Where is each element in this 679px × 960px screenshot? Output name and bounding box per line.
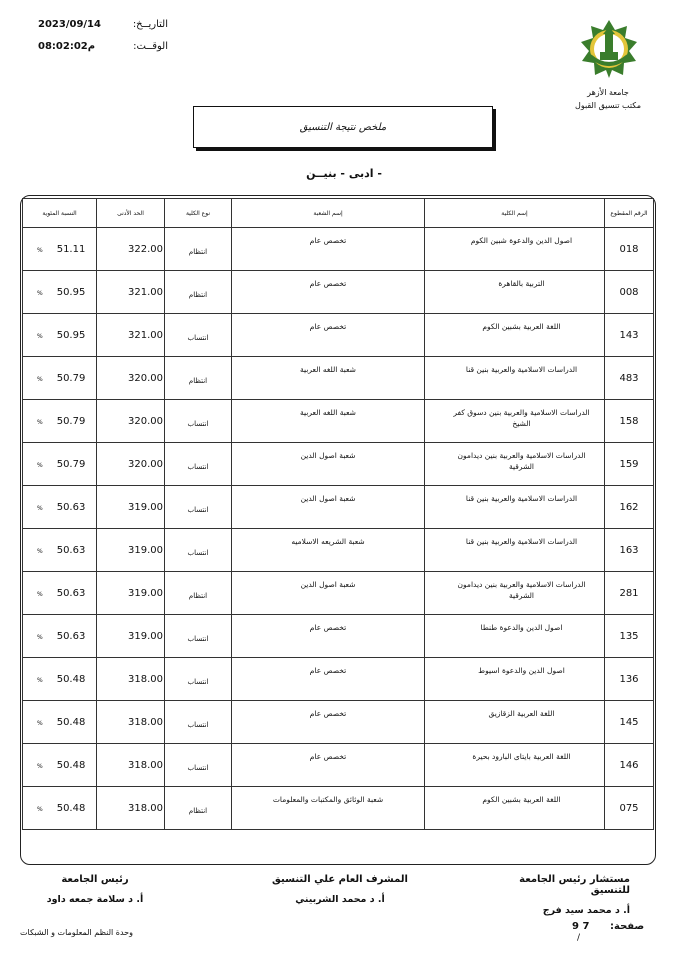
percentage-value: 51.11: [56, 243, 86, 255]
row-branch: شعبة اصول الدين: [232, 486, 425, 529]
row-code: 135: [605, 615, 654, 658]
table-row: [23, 615, 654, 658]
col-college: إسم الكلية: [425, 199, 605, 228]
percentage-value: 50.79: [56, 415, 86, 427]
row-percentage: [23, 271, 97, 314]
percentage-value: 50.79: [56, 372, 86, 384]
col-min-score: الحد الأدنى: [97, 199, 165, 228]
page-slash: /: [577, 933, 581, 943]
row-min-score: 321.00: [97, 271, 165, 314]
row-college: اللغة العربية الزقازيق: [425, 701, 605, 744]
supervisor-name: أ. د محمد الشربيني: [295, 894, 385, 905]
percent-sign: %: [37, 461, 43, 469]
row-code: 018: [605, 228, 654, 271]
table-header-row: [23, 199, 654, 228]
table-row: [23, 357, 654, 400]
row-branch: تخصص عام: [232, 744, 425, 787]
row-min-score: 320.00: [97, 443, 165, 486]
row-kind: انتساب: [165, 400, 232, 443]
row-branch: تخصص عام: [232, 658, 425, 701]
time-label: الوقــت:: [133, 41, 168, 52]
row-kind: انتظام: [165, 572, 232, 615]
row-college: الدراسات الاسلامية والعربية بنين دسوق كفر الشيخ: [425, 400, 605, 443]
row-min-score: 318.00: [97, 701, 165, 744]
col-branch: إسم الشعبة: [232, 199, 425, 228]
row-branch: شعبة اصول الدين: [232, 443, 425, 486]
row-code: 008: [605, 271, 654, 314]
table-row: [23, 443, 654, 486]
page-current: 7: [582, 921, 590, 932]
row-percentage: [23, 443, 97, 486]
row-kind: انتساب: [165, 615, 232, 658]
row-college: اللغة العربية بشبين الكوم: [425, 787, 605, 830]
president-title: رئيس الجامعة: [61, 874, 129, 885]
row-percentage: [23, 572, 97, 615]
row-percentage: [23, 701, 97, 744]
row-branch: تخصص عام: [232, 314, 425, 357]
row-min-score: 318.00: [97, 744, 165, 787]
table-row: [23, 744, 654, 787]
percentage-value: 50.48: [56, 802, 86, 814]
row-percentage: [23, 357, 97, 400]
table-row: [23, 314, 654, 357]
row-min-score: 319.00: [97, 615, 165, 658]
row-percentage: [23, 400, 97, 443]
row-code: 143: [605, 314, 654, 357]
col-percentage: النسبة المئوية: [23, 199, 97, 228]
university-name: جامعة الأزهر: [587, 88, 629, 97]
row-college: الدراسات الاسلامية والعربية بنين قنا: [425, 529, 605, 572]
university-office: [560, 86, 656, 112]
row-min-score: 318.00: [97, 787, 165, 830]
percent-sign: %: [37, 418, 43, 426]
row-kind: انتظام: [165, 271, 232, 314]
percent-sign: %: [37, 590, 43, 598]
table-row: [23, 701, 654, 744]
row-college: اصول الدين والدعوة طنطا: [425, 615, 605, 658]
row-kind: انتساب: [165, 443, 232, 486]
page-label: صفحة:: [610, 921, 645, 932]
percent-sign: %: [37, 504, 43, 512]
percent-sign: %: [37, 676, 43, 684]
row-kind: انتظام: [165, 787, 232, 830]
report-subtitle: - ادبى - بنيــن: [306, 167, 382, 180]
table-row: [23, 400, 654, 443]
footer-unit: وحدة النظم المعلومات و الشبكات: [20, 928, 133, 937]
row-min-score: 320.00: [97, 400, 165, 443]
row-percentage: [23, 529, 97, 572]
advisor-name: أ. د محمد سيد فرج: [542, 905, 630, 916]
row-code: 145: [605, 701, 654, 744]
row-min-score: 321.00: [97, 314, 165, 357]
time-value: م08:02:02: [38, 41, 96, 52]
row-code: 158: [605, 400, 654, 443]
row-branch: شعبة اصول الدين: [232, 572, 425, 615]
office-name: مكتب تنسيق القبول: [575, 101, 641, 110]
percentage-value: 50.48: [56, 673, 86, 685]
row-code: 483: [605, 357, 654, 400]
row-min-score: 320.00: [97, 357, 165, 400]
row-kind: انتساب: [165, 529, 232, 572]
row-percentage: [23, 615, 97, 658]
supervisor-signature: [265, 874, 415, 905]
percent-sign: %: [37, 719, 43, 727]
advisor-signature: [508, 874, 630, 916]
azhar-logo: [578, 18, 640, 80]
row-branch: تخصص عام: [232, 271, 425, 314]
page-number: [572, 921, 589, 932]
row-code: 146: [605, 744, 654, 787]
row-branch: تخصص عام: [232, 615, 425, 658]
table-row: [23, 787, 654, 830]
advisor-title: مستشار رئيس الجامعة للتنسيق: [519, 874, 630, 896]
row-branch: شعبة الشريعه الاسلاميه: [232, 529, 425, 572]
percentage-value: 50.63: [56, 587, 86, 599]
report-title: ملخص نتيجة التنسيق: [193, 106, 493, 148]
row-college: الدراسات الاسلامية والعربية بنين قنا: [425, 357, 605, 400]
row-college: الدراسات الاسلامية والعربية بنين ديدامون الشرقية: [425, 443, 605, 486]
row-branch: تخصص عام: [232, 228, 425, 271]
row-college: الدراسات الاسلامية والعربية بنين ديدامون الشرقية: [425, 572, 605, 615]
row-min-score: 322.00: [97, 228, 165, 271]
row-percentage: [23, 787, 97, 830]
row-kind: انتساب: [165, 314, 232, 357]
percent-sign: %: [37, 289, 43, 297]
percentage-value: 50.63: [56, 630, 86, 642]
page-total: 9: [572, 921, 579, 932]
row-kind: انتظام: [165, 357, 232, 400]
percentage-value: 50.48: [56, 716, 86, 728]
results-table: [22, 198, 654, 830]
percentage-value: 50.63: [56, 544, 86, 556]
row-branch: شعبة اللغه العربية: [232, 400, 425, 443]
percent-sign: %: [37, 332, 43, 340]
table-row: [23, 529, 654, 572]
row-branch: تخصص عام: [232, 701, 425, 744]
table-row: [23, 486, 654, 529]
row-college: اصول الدين والدعوة شبين الكوم: [425, 228, 605, 271]
percent-sign: %: [37, 762, 43, 770]
date-value: 2023/09/14: [38, 19, 101, 30]
president-name: أ. د سلامة جمعه داود: [46, 894, 144, 905]
row-min-score: 319.00: [97, 486, 165, 529]
row-min-score: 319.00: [97, 529, 165, 572]
table-row: [23, 572, 654, 615]
print-info: [38, 19, 168, 63]
percentage-value: 50.79: [56, 458, 86, 470]
percentage-value: 50.95: [56, 329, 86, 341]
row-code: 075: [605, 787, 654, 830]
row-college: اللغة العربية بايتاى البارود بحيرة: [425, 744, 605, 787]
row-college: اللغة العربية بشبين الكوم: [425, 314, 605, 357]
supervisor-title: المشرف العام علي التنسيق: [272, 874, 408, 885]
percent-sign: %: [37, 805, 43, 813]
row-percentage: [23, 658, 97, 701]
row-code: 281: [605, 572, 654, 615]
row-code: 163: [605, 529, 654, 572]
row-percentage: [23, 228, 97, 271]
row-kind: انتساب: [165, 701, 232, 744]
row-code: 136: [605, 658, 654, 701]
row-branch: شعبة اللغه العربية: [232, 357, 425, 400]
percentage-value: 50.48: [56, 759, 86, 771]
col-kind: نوع الكلية: [165, 199, 232, 228]
row-kind: انتساب: [165, 486, 232, 529]
row-percentage: [23, 314, 97, 357]
percentage-value: 50.95: [56, 286, 86, 298]
row-min-score: 319.00: [97, 572, 165, 615]
row-code: 159: [605, 443, 654, 486]
table-row: [23, 271, 654, 314]
percent-sign: %: [37, 375, 43, 383]
col-code: الرقم المقطوع: [605, 199, 654, 228]
row-kind: انتساب: [165, 744, 232, 787]
percent-sign: %: [37, 633, 43, 641]
row-percentage: [23, 486, 97, 529]
row-college: اصول الدين والدعوة اسيوط: [425, 658, 605, 701]
row-kind: انتظام: [165, 228, 232, 271]
percent-sign: %: [37, 547, 43, 555]
percent-sign: %: [37, 246, 43, 254]
table-row: [23, 658, 654, 701]
percentage-value: 50.63: [56, 501, 86, 513]
row-kind: انتساب: [165, 658, 232, 701]
row-college: الدراسات الاسلامية والعربية بنين قنا: [425, 486, 605, 529]
date-label: التاريــخ:: [132, 19, 168, 30]
row-min-score: 318.00: [97, 658, 165, 701]
row-percentage: [23, 744, 97, 787]
row-code: 162: [605, 486, 654, 529]
president-signature: [40, 874, 150, 905]
table-row: [23, 228, 654, 271]
row-college: التربية بالقاهرة: [425, 271, 605, 314]
row-branch: شعبة الوثائق والمكتبات والمعلومات: [232, 787, 425, 830]
